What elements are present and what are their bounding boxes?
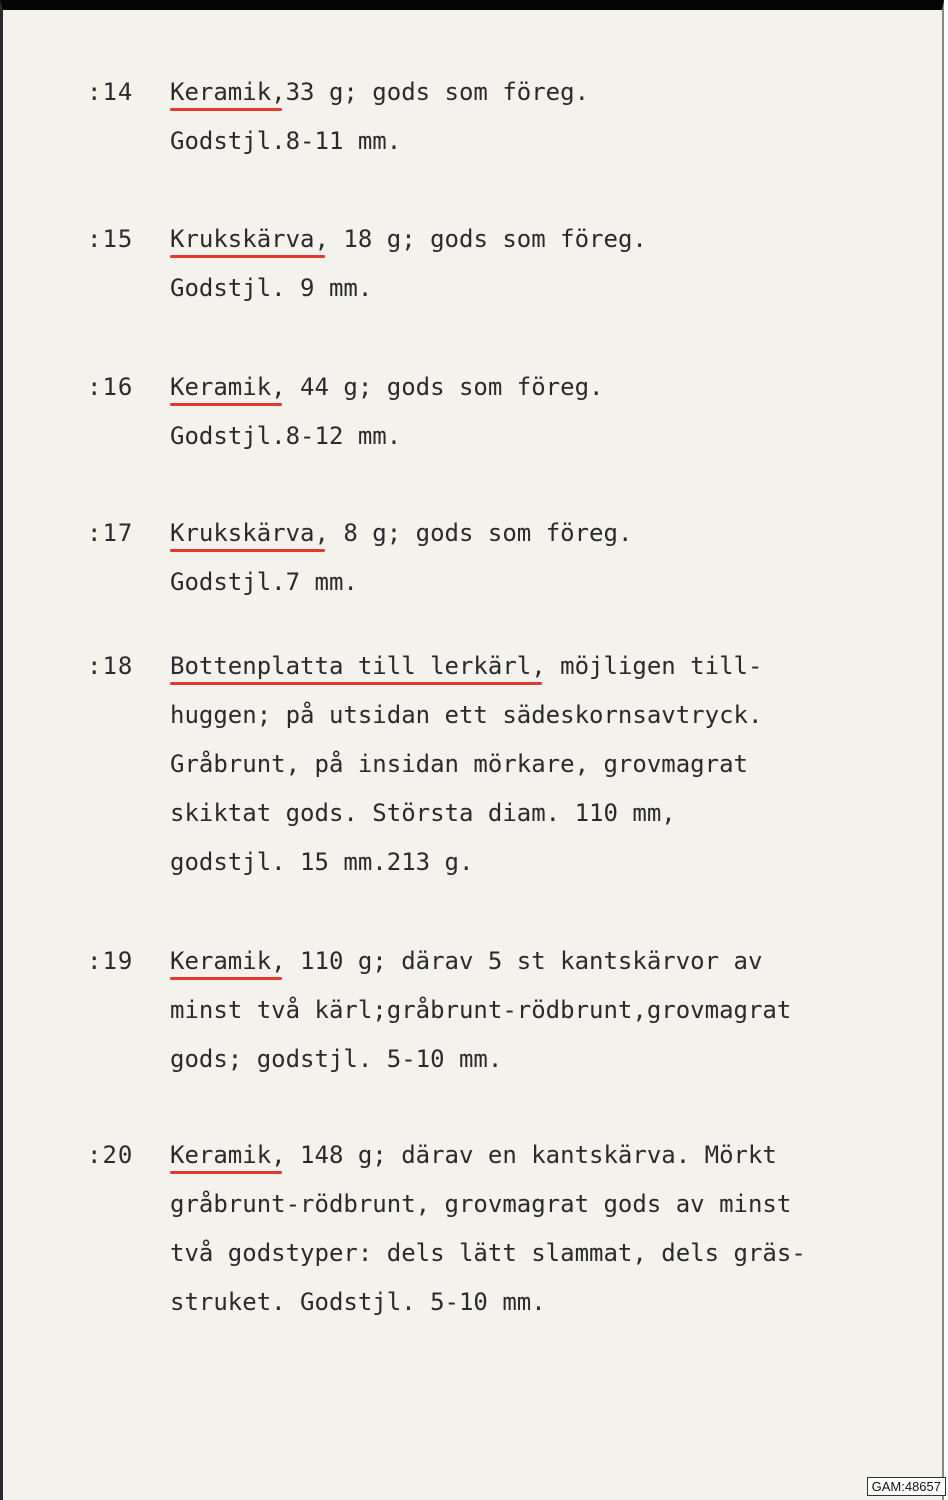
entry-number: :16: [87, 373, 134, 401]
entry-line: [170, 642, 940, 691]
entry-term: Krukskärva,: [170, 509, 329, 558]
entry-term: Keramik,: [170, 68, 286, 117]
entry-number: :17: [87, 519, 134, 547]
entry-line-rest: 110 g; därav 5 st kantskärvor av: [285, 947, 763, 975]
entry-line: [170, 68, 940, 117]
entry-line: Gråbrunt, på insidan mörkare, grovmagrat: [170, 750, 748, 778]
entry-line: [170, 215, 940, 264]
entry-text: [170, 642, 940, 887]
entry-line: Godstjl.8-12 mm.: [170, 422, 402, 450]
entry-line: gråbrunt-rödbrunt, grovmagrat gods av minst: [170, 1190, 792, 1218]
entry-line: huggen; på utsidan ett sädeskornsavtryck.: [170, 701, 763, 729]
catalog-id-label: GAM:48657: [867, 1477, 946, 1496]
entry-term: Keramik,: [170, 937, 286, 986]
entry-line: Godstjl.7 mm.: [170, 568, 358, 596]
entry-line: skiktat gods. Största diam. 110 mm,: [170, 799, 676, 827]
entry-line: struket. Godstjl. 5-10 mm.: [170, 1288, 546, 1316]
entry-line: två godstyper: dels lätt slammat, dels gräs-: [170, 1239, 806, 1267]
entry-number: :18: [87, 652, 134, 680]
entry-line-rest: 148 g; därav en kantskärva. Mörkt: [285, 1141, 777, 1169]
entry-line: Godstjl.8-11 mm.: [170, 127, 402, 155]
entry-line: godstjl. 15 mm.213 g.: [170, 848, 474, 876]
entry-line: [170, 1131, 940, 1180]
entry-text: [170, 1131, 940, 1327]
entry-term: Krukskärva,: [170, 215, 329, 264]
entry-line-rest: 8 g; gods som föreg.: [328, 519, 633, 547]
entry-text: [170, 509, 940, 607]
entry-line: Godstjl. 9 mm.: [170, 274, 373, 302]
entry-line-rest: 33 g; gods som föreg.: [285, 78, 590, 106]
entry-line: gods; godstjl. 5-10 mm.: [170, 1045, 503, 1073]
entry-term: Bottenplatta till lerkärl,: [170, 642, 546, 691]
entry-text: [170, 215, 940, 313]
entry-line: [170, 363, 940, 412]
entry-term: Keramik,: [170, 363, 286, 412]
entry-line: [170, 509, 940, 558]
entry-line: [170, 937, 940, 986]
entry-number: :19: [87, 947, 134, 975]
entry-line-rest: 44 g; gods som föreg.: [285, 373, 604, 401]
entry-text: [170, 363, 940, 461]
entry-number: :15: [87, 225, 134, 253]
entry-term: Keramik,: [170, 1131, 286, 1180]
entry-line-rest: 18 g; gods som föreg.: [328, 225, 647, 253]
entry-number: :20: [87, 1141, 134, 1169]
entry-line: minst två kärl;gråbrunt-rödbrunt,grovmagrat: [170, 996, 792, 1024]
entry-line-rest: möjligen till-: [545, 652, 763, 680]
entry-text: [170, 937, 940, 1084]
entry-text: [170, 68, 940, 166]
entry-number: :14: [87, 78, 134, 106]
